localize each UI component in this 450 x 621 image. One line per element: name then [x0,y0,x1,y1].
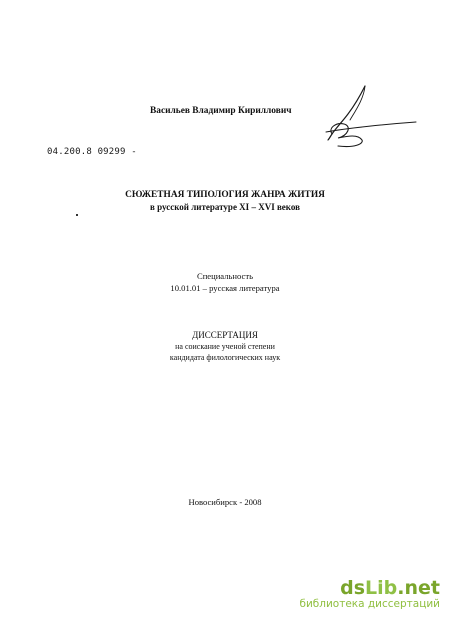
thesis-purpose-line1: на соискание ученой степени [175,342,275,351]
dslib-watermark [299,578,440,611]
title-main: СЮЖЕТНАЯ ТИПОЛОГИЯ ЖАНРА ЖИТИЯ [125,190,325,200]
dslib-logo: dsLib.net [340,577,440,599]
dissertation-title [0,189,450,213]
specialty-value: 10.01.01 – русская литература [170,283,280,293]
specialty-block [0,270,450,294]
handwritten-signature [318,84,418,154]
thesis-purpose-line2: кандидата филологических наук [169,353,281,362]
author-name: Васильев Владимир Кириллович [150,106,292,116]
scan-speck [76,214,78,216]
thesis-type-block [0,330,450,363]
specialty-label: Специальность [196,271,254,281]
dslib-subtitle: библиотека диссертаций [299,598,440,610]
archive-stamp-number: 04.200.8 09299 - [47,147,137,157]
city-year: Новосибирск - 2008 [188,497,262,507]
thesis-type: ДИССЕРТАЦИЯ [192,330,258,340]
title-subtitle: в русской литературе XI – XVI веков [150,202,300,212]
